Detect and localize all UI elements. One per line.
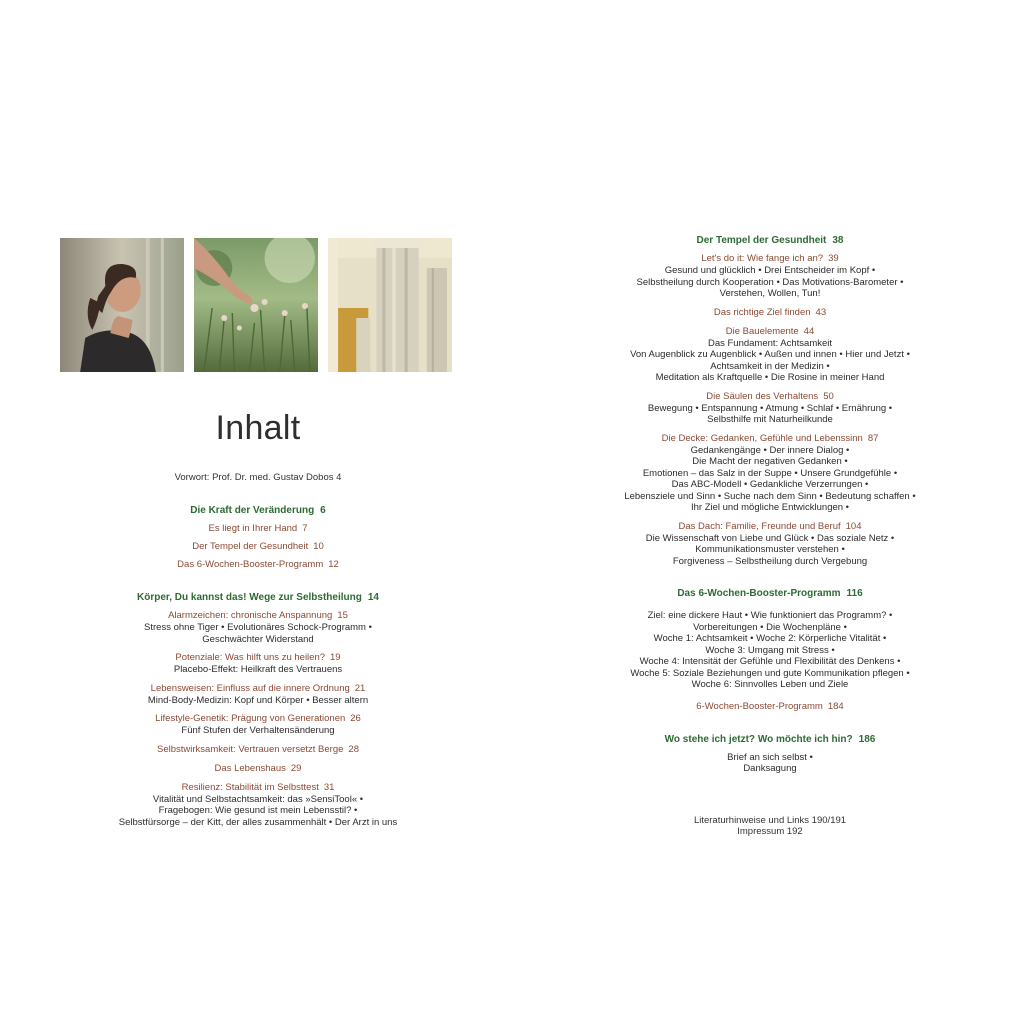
toc-page-number: 14 — [367, 592, 379, 603]
toc-subsection — [560, 326, 980, 338]
toc-page-number: 39 — [828, 253, 839, 264]
toc-section-heading — [60, 504, 456, 517]
header-photos — [60, 238, 452, 372]
toc-description-line: Emotionen – das Salz in der Suppe • Unsere Grundgefühle • — [642, 467, 898, 479]
toc-page-number: 43 — [815, 306, 827, 318]
toc-description-line: Forgiveness – Selbstheilung durch Vergebung — [672, 555, 868, 567]
toc-description-line: Placebo-Effekt: Heilkraft des Vertrauens — [173, 664, 343, 675]
toc-description-line: Das Fundament: Achtsamkeit — [707, 337, 833, 349]
woman-meditating-photo — [60, 238, 184, 372]
toc-subsection — [60, 610, 456, 622]
toc-description-line: Danksagung — [743, 763, 797, 774]
toc-section-title: Das 6-Wochen-Booster-Programm — [677, 588, 841, 599]
toc-subsection — [560, 391, 980, 403]
toc-description-line: Literaturhinweise und Links 190/191 — [693, 814, 847, 826]
toc-description-line: Gedankengänge • Der innere Dialog • — [690, 444, 850, 456]
toc-subsection-title: 6-Wochen-Booster-Programm — [696, 700, 823, 712]
toc-description-line: Vorbereitungen • Die Wochenpläne • — [693, 621, 847, 633]
toc-description-line: Geschwächter Widerstand — [202, 633, 314, 645]
temple-columns-photo — [328, 238, 452, 372]
toc-page-number: 184 — [827, 700, 844, 712]
toc-page-number: 15 — [337, 610, 348, 621]
toc-subsection — [560, 307, 980, 319]
toc-right-column — [560, 234, 980, 838]
toc-subsection — [60, 744, 456, 756]
toc-appendix — [560, 815, 980, 838]
toc-description-line: Woche 6: Sinnvolles Leben und Ziele — [691, 679, 849, 690]
toc-subsection — [560, 433, 980, 445]
toc-description-line: Woche 4: Intensität der Gefühle und Flexibilität des Denkens • — [639, 656, 901, 667]
toc-page-number: 29 — [290, 762, 302, 774]
toc-page-number: 28 — [348, 743, 359, 755]
toc-page-number: 21 — [354, 682, 366, 694]
toc-subsection-title: Lifestyle-Genetik: Prägung von Generationen — [155, 713, 346, 724]
toc-left-column — [60, 400, 456, 828]
toc-page-number: 19 — [330, 652, 341, 663]
toc-description-line: Fünf Stufen der Verhaltensänderung — [181, 725, 335, 736]
toc-subsection-title: Das Lebenshaus — [214, 762, 286, 774]
toc-subsection-list — [60, 610, 456, 828]
toc-section-title: Die Kraft der Veränderung — [190, 505, 315, 516]
toc-description-line: Ziel: eine dickere Haut • Wie funktioniert das Programm? • — [647, 610, 893, 621]
toc-description-line: Das ABC-Modell • Gedankliche Verzerrungen • — [671, 479, 869, 490]
toc-description-line: Fragebogen: Wie gesund ist mein Lebensstil? • — [158, 805, 358, 816]
toc-page-number: 12 — [328, 559, 339, 570]
toc-page-number: 31 — [323, 781, 335, 793]
toc-page-number: 38 — [832, 235, 844, 246]
toc-subsection — [560, 521, 980, 533]
toc-page-number: 186 — [858, 733, 876, 745]
toc-description-line: Verstehen, Wollen, Tun! — [719, 288, 821, 299]
toc-description-line: Selbstheilung durch Kooperation • Das Motivations-Barometer • — [636, 276, 904, 288]
toc-subsection-title: Potenziale: Was hilft uns zu heilen? — [175, 652, 326, 663]
toc-subsection-title: Die Bauelemente — [725, 325, 799, 337]
toc-description — [560, 752, 980, 775]
toc-foreword: Vorwort: Prof. Dr. med. Gustav Dobos 4 — [174, 472, 342, 483]
toc-section-heading — [560, 234, 980, 247]
toc-description-line: Selbsthilfe mit Naturheilkunde — [707, 414, 833, 425]
toc-subsection-title: Selbstwirksamkeit: Vertrauen versetzt Berge — [157, 743, 344, 755]
toc-page-number: 26 — [350, 713, 361, 724]
toc-page-number: 7 — [302, 523, 308, 534]
toc-subsection-title: Der Tempel der Gesundheit — [192, 541, 309, 552]
toc-subsection-title: Resilienz: Stabilität im Selbsttest — [181, 781, 319, 793]
toc-description-line: Lebensziele und Sinn • Suche nach dem Sinn • Bedeutung schaffen • — [624, 490, 916, 502]
toc-subsection-title: Das Dach: Familie, Freunde und Beruf — [678, 520, 841, 532]
toc-subsection-title: Die Decke: Gedanken, Gefühle und Lebenssinn — [661, 432, 863, 444]
toc-subsection — [60, 559, 456, 571]
toc-section-heading — [560, 733, 980, 746]
toc-subsection — [560, 253, 980, 265]
toc-subsection-title: Let's do it: Wie fange ich an? — [701, 253, 824, 264]
toc-subsection — [60, 683, 456, 695]
toc-page-number: 10 — [313, 541, 324, 552]
toc-description-line: Woche 5: Soziale Beziehungen und gute Kommunikation pflegen • — [630, 667, 910, 679]
toc-page-number: 104 — [845, 520, 862, 532]
toc-description-line: Ihr Ziel und mögliche Entwicklungen • — [690, 502, 850, 513]
toc-page-number: 50 — [823, 390, 834, 402]
toc-subsection — [60, 523, 456, 535]
toc-description-line: Stress ohne Tiger • Evolutionäres Schock-Programm • — [144, 622, 372, 633]
toc-page-number: 6 — [320, 505, 326, 516]
toc-description-line: Mind-Body-Medizin: Kopf und Körper • Besser altern — [147, 694, 369, 706]
toc-description-line: Die Macht der negativen Gedanken • — [692, 456, 848, 467]
toc-subsection — [60, 713, 456, 725]
toc-page-number: 44 — [803, 325, 815, 337]
toc-subsection — [60, 541, 456, 553]
toc-subsection-title: Lebensweisen: Einfluss auf die innere Ordnung — [150, 682, 350, 694]
toc-description-line: Die Wissenschaft von Liebe und Glück • Das soziale Netz • — [645, 532, 895, 544]
toc-subsection-title: Es liegt in Ihrer Hand — [208, 523, 298, 534]
toc-description-line: Kommunikationsmuster verstehen • — [695, 544, 845, 555]
toc-subsection — [60, 782, 456, 794]
toc-page-number: 87 — [867, 432, 879, 444]
toc-description-line: Woche 3: Umgang mit Stress • — [705, 644, 835, 656]
toc-subsection-title: Die Säulen des Verhaltens — [706, 390, 819, 402]
toc-section-title: Körper, Du kannst das! Wege zur Selbstheilung — [137, 592, 362, 603]
toc-subsection-title: Das 6-Wochen-Booster-Programm — [177, 559, 324, 570]
toc-section-title: Wo stehe ich jetzt? Wo möchte ich hin? — [664, 733, 853, 745]
toc-subsection — [560, 701, 980, 713]
toc-description-line: Bewegung • Entspannung • Atmung • Schlaf • Ernährung • — [647, 402, 893, 414]
toc-description-line: Impressum 192 — [737, 826, 803, 837]
toc-page-number: 116 — [846, 588, 863, 599]
toc-subsection-title: Alarmzeichen: chronische Anspannung — [168, 610, 333, 621]
hand-touching-grass-photo — [194, 238, 318, 372]
toc-subsection — [60, 763, 456, 775]
toc-description-line: Vitalität und Selbstachtsamkeit: das »SensiTool« • — [152, 793, 364, 805]
toc-section-heading — [560, 587, 980, 600]
toc-description — [560, 610, 980, 691]
toc-subsection-list — [560, 253, 980, 567]
toc-section-title: Der Tempel der Gesundheit — [696, 235, 827, 246]
toc-section-heading — [60, 591, 456, 604]
toc-description-line: Brief an sich selbst • — [727, 751, 813, 763]
toc-subsection-list — [60, 523, 456, 571]
toc-description-line: Achtsamkeit in der Medizin • — [710, 360, 830, 372]
toc-description-line: Von Augenblick zu Augenblick • Außen und innen • Hier und Jetzt • — [630, 349, 910, 360]
toc-description-line: Gesund und glücklich • Drei Entscheider im Kopf • — [664, 265, 876, 276]
toc-subsection-title: Das richtige Ziel finden — [713, 306, 811, 318]
toc-description-line: Woche 1: Achtsamkeit • Woche 2: Körperliche Vitalität • — [653, 633, 887, 644]
toc-subsection — [60, 652, 456, 664]
toc-description-line: Meditation als Kraftquelle • Die Rosine in meiner Hand — [655, 372, 885, 383]
page-title: Inhalt — [215, 409, 301, 447]
toc-description-line: Selbstfürsorge – der Kitt, der alles zusammenhält • Der Arzt in uns — [118, 816, 398, 828]
